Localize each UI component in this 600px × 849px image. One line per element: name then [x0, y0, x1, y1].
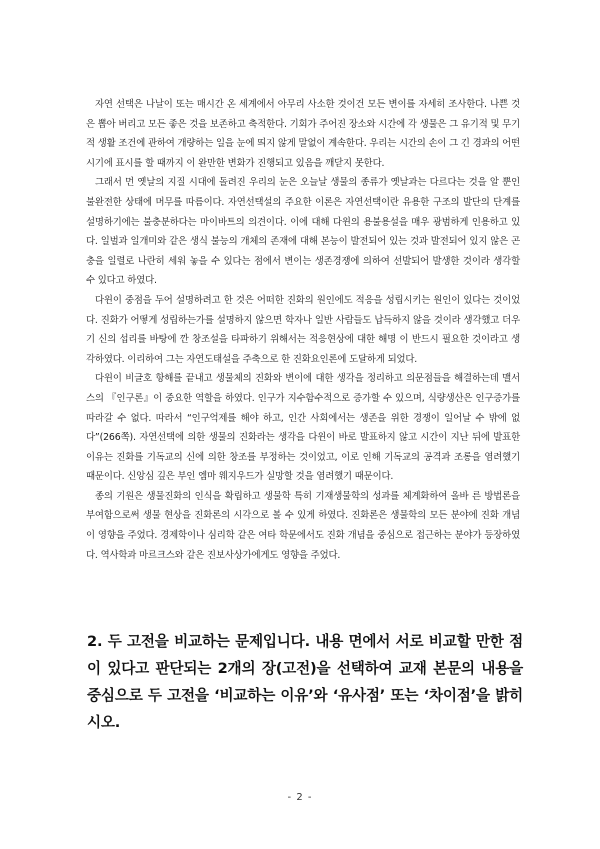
paragraph: 다윈이 비글호 항해를 끝내고 생물체의 진화와 변이에 대한 생각을 정리하고 의문점들을 해결하는데 맬서스의 『인구론』이 중요한 역할을 하였다. 인구가 지수함수적으로 증가할 수 있으며, 식량생산은 인구증가를 따라갈 수 없다. 따라서 “인구억제를 해야 하고, 인간 사회에서는 생존을 위한 경쟁이 일어날 수 밖에 없다”(266쪽). 자연선택에 의한 생물의 진화라는 생각을 다윈이 바로 발표하지 않고 시간이 지난 뒤에 발표한 이유는 진화를 기독교의 신에 의한 창조를 부정하는 것이었고, 이로 인해 기독교의 공격과 조롱을 염려했기 때문이다. 신앙심 깊은 부인 엠마 웨지우드가 실망할 것을 염려했기 때문이다. — [86, 373, 520, 483]
paragraph: 자연 선택은 나날이 또는 매시간 온 세계에서 아무리 사소한 것이건 모든 변이를 자세히 조사한다. 나쁜 것은 뽑아 버리고 모든 좋은 것을 보존하고 축적한다. 기회가 주어진 장소와 시간에 각 생물은 그 유기적 및 무기적 생활 조건에 관하여 개량하는 일을 눈에 띄지 않게 말없이 계속한다. 우리는 시간의 손이 그 긴 경과의 어떤 시기에 표시를 할 때까지 이 완만한 변화가 진행되고 있음을 깨닫지 못한다. — [86, 99, 520, 169]
paragraph: 그래서 먼 옛날의 지질 시대에 돌려진 우리의 눈은 오늘날 생물의 종류가 옛날과는 다르다는 것을 알 뿐인 불완전한 상태에 머무를 따름이다. 자연선택설의 주요한 이론은 자연선택이란 유용한 구조의 발단의 단계를 설명하기에는 불충분하다는 마이바트의 의견이다. 이에 대해 다윈의 용불용설을 매우 광범하게 인용하고 있다. 일벌과 일개미와 같은 생식 불능의 개체의 존재에 대해 본능이 발전되어 있는 것과 발전되어 있지 않은 곤충을 일렬로 나란히 세워 놓을 수 있다는 점에서 변이는 생존경쟁에 의하여 선발되어 발생한 것이라 생각할 수 있다고 하였다. — [86, 177, 520, 287]
paragraph: 종의 기원은 생물진화의 인식을 확립하고 생물학 특히 기재생물학의 성과를 체계화하여 올바 른 방법론을 부여함으로써 생물 현상을 진화론의 시각으로 볼 수 있게 하였다. 진화론은 생물학의 모든 분야에 진화 개념이 영향을 주었다. 경제학이나 심리학 같은 여타 학문에서도 진화 개념을 중심으로 접근하는 분야가 등장하였다. 역사학과 마르크스와 같은 진보사상가에게도 영향을 주었다. — [86, 490, 520, 561]
question-heading: 2. 두 고전을 비교하는 문제입니다. 내용 면에서 서로 비교할 만한 점이 있다고 판단되는 2개의 장(고전)을 선택하여 교재 본문의 내용을 중심으로 두 고전을 ‘비교하는 이유’와 ‘유사점’ 또는 ‘차이점’을 밝히시오. — [87, 633, 523, 731]
page-number: - 2 - — [287, 792, 313, 803]
body-text — [86, 95, 520, 565]
paragraph: 다윈이 중점을 두어 설명하려고 한 것은 어떠한 진화의 원인에도 적응을 성립시키는 원인이 있다는 것이었다. 진화가 어떻게 성립하는가를 설명하지 않으면 학자나 일반 사람들도 납득하지 않을 것이라 생각했고 더우기 신의 섭리를 바탕에 깐 창조설을 타파하기 위해서는 적응현상에 대한 해명 이 반드시 필요한 것이라고 생각하였다. 이리하여 그는 자연도태설을 주축으로 한 진화요인론에 도달하게 되었다. — [86, 294, 520, 365]
